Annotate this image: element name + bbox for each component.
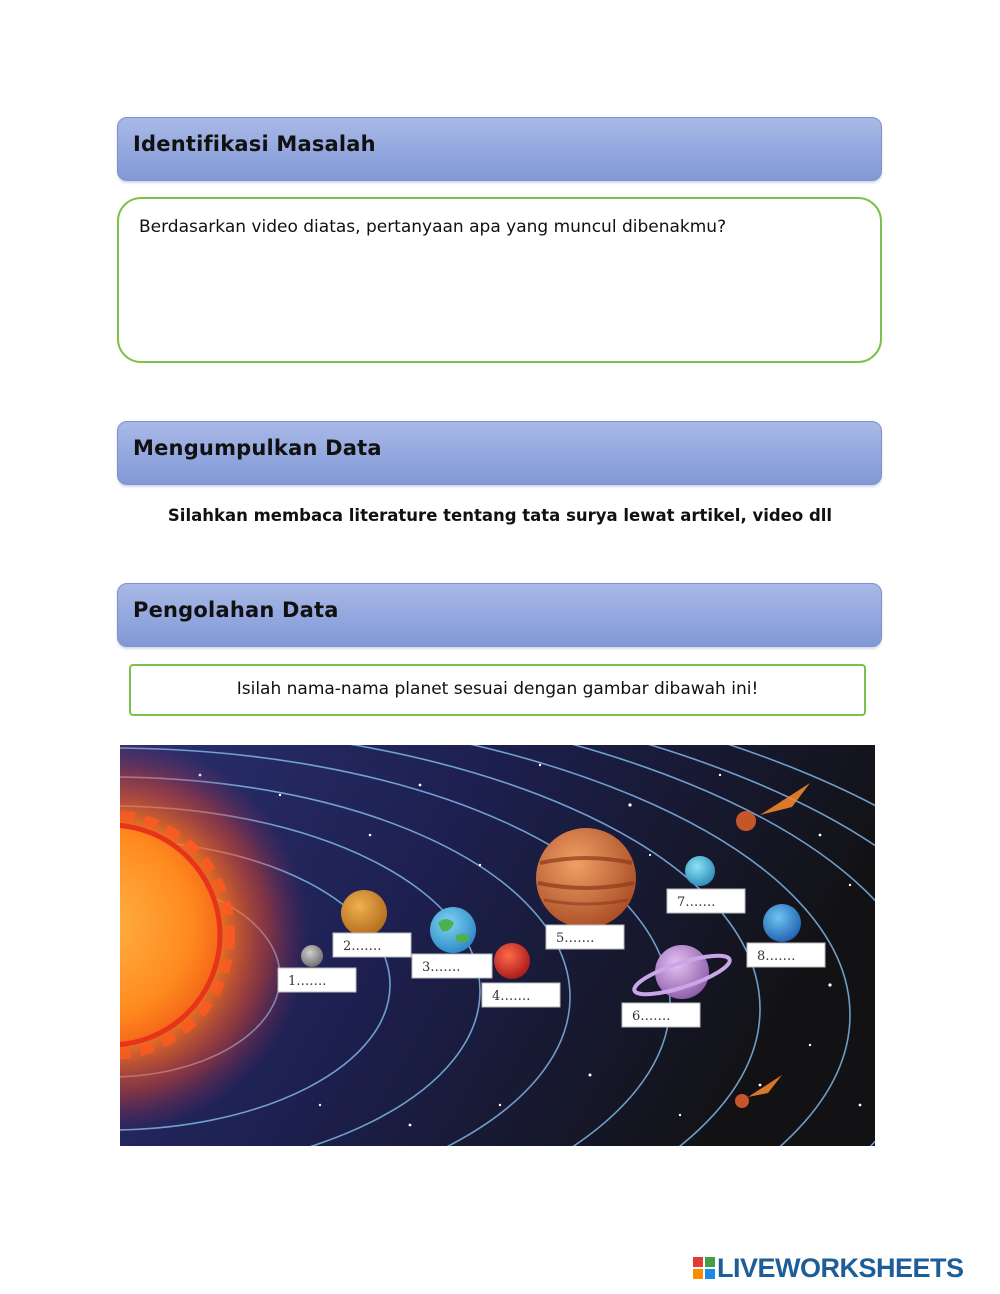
section-title: Pengolahan Data <box>133 598 339 622</box>
section-header-pengolahan <box>117 583 882 647</box>
question-text: Berdasarkan video diatas, pertanyaan apa yang muncul dibenakmu? <box>139 217 727 237</box>
neptune <box>763 904 801 942</box>
solar-system-image <box>120 745 875 1146</box>
instruction-text: Isilah nama-nama planet sesuai dengan gambar dibawah ini! <box>236 679 759 699</box>
reading-instruction: Silahkan membaca literature tentang tata surya lewat artikel, video dll <box>167 506 833 525</box>
mars <box>494 943 530 979</box>
planet-label-1-text: 1……. <box>288 974 327 989</box>
logo-text: LIVEWORKSHEETS <box>717 1253 964 1283</box>
planet-label-7-text: 7……. <box>677 895 716 910</box>
mercury <box>301 945 323 967</box>
planet-label-5-text: 5……. <box>556 931 595 946</box>
planet-label-2-text: 2……. <box>343 939 382 954</box>
instruction-box <box>129 664 866 716</box>
section-header-identifikasi <box>117 117 882 181</box>
planet-label-8-text: 8……. <box>757 949 796 964</box>
uranus <box>685 856 715 886</box>
section-header-mengumpulkan <box>117 421 882 485</box>
section-title: Identifikasi Masalah <box>133 132 376 156</box>
section-title: Mengumpulkan Data <box>133 436 382 460</box>
jupiter <box>536 828 636 928</box>
planet-label-3-text: 3……. <box>422 960 461 975</box>
planet-label-6-text: 6……. <box>632 1009 671 1024</box>
venus <box>341 890 387 936</box>
planet-label-4-text: 4……. <box>492 989 531 1004</box>
logo-mark-icon <box>693 1257 715 1279</box>
answer-textbox[interactable] <box>117 197 882 363</box>
earth <box>430 907 476 953</box>
liveworksheets-logo <box>693 1253 993 1285</box>
